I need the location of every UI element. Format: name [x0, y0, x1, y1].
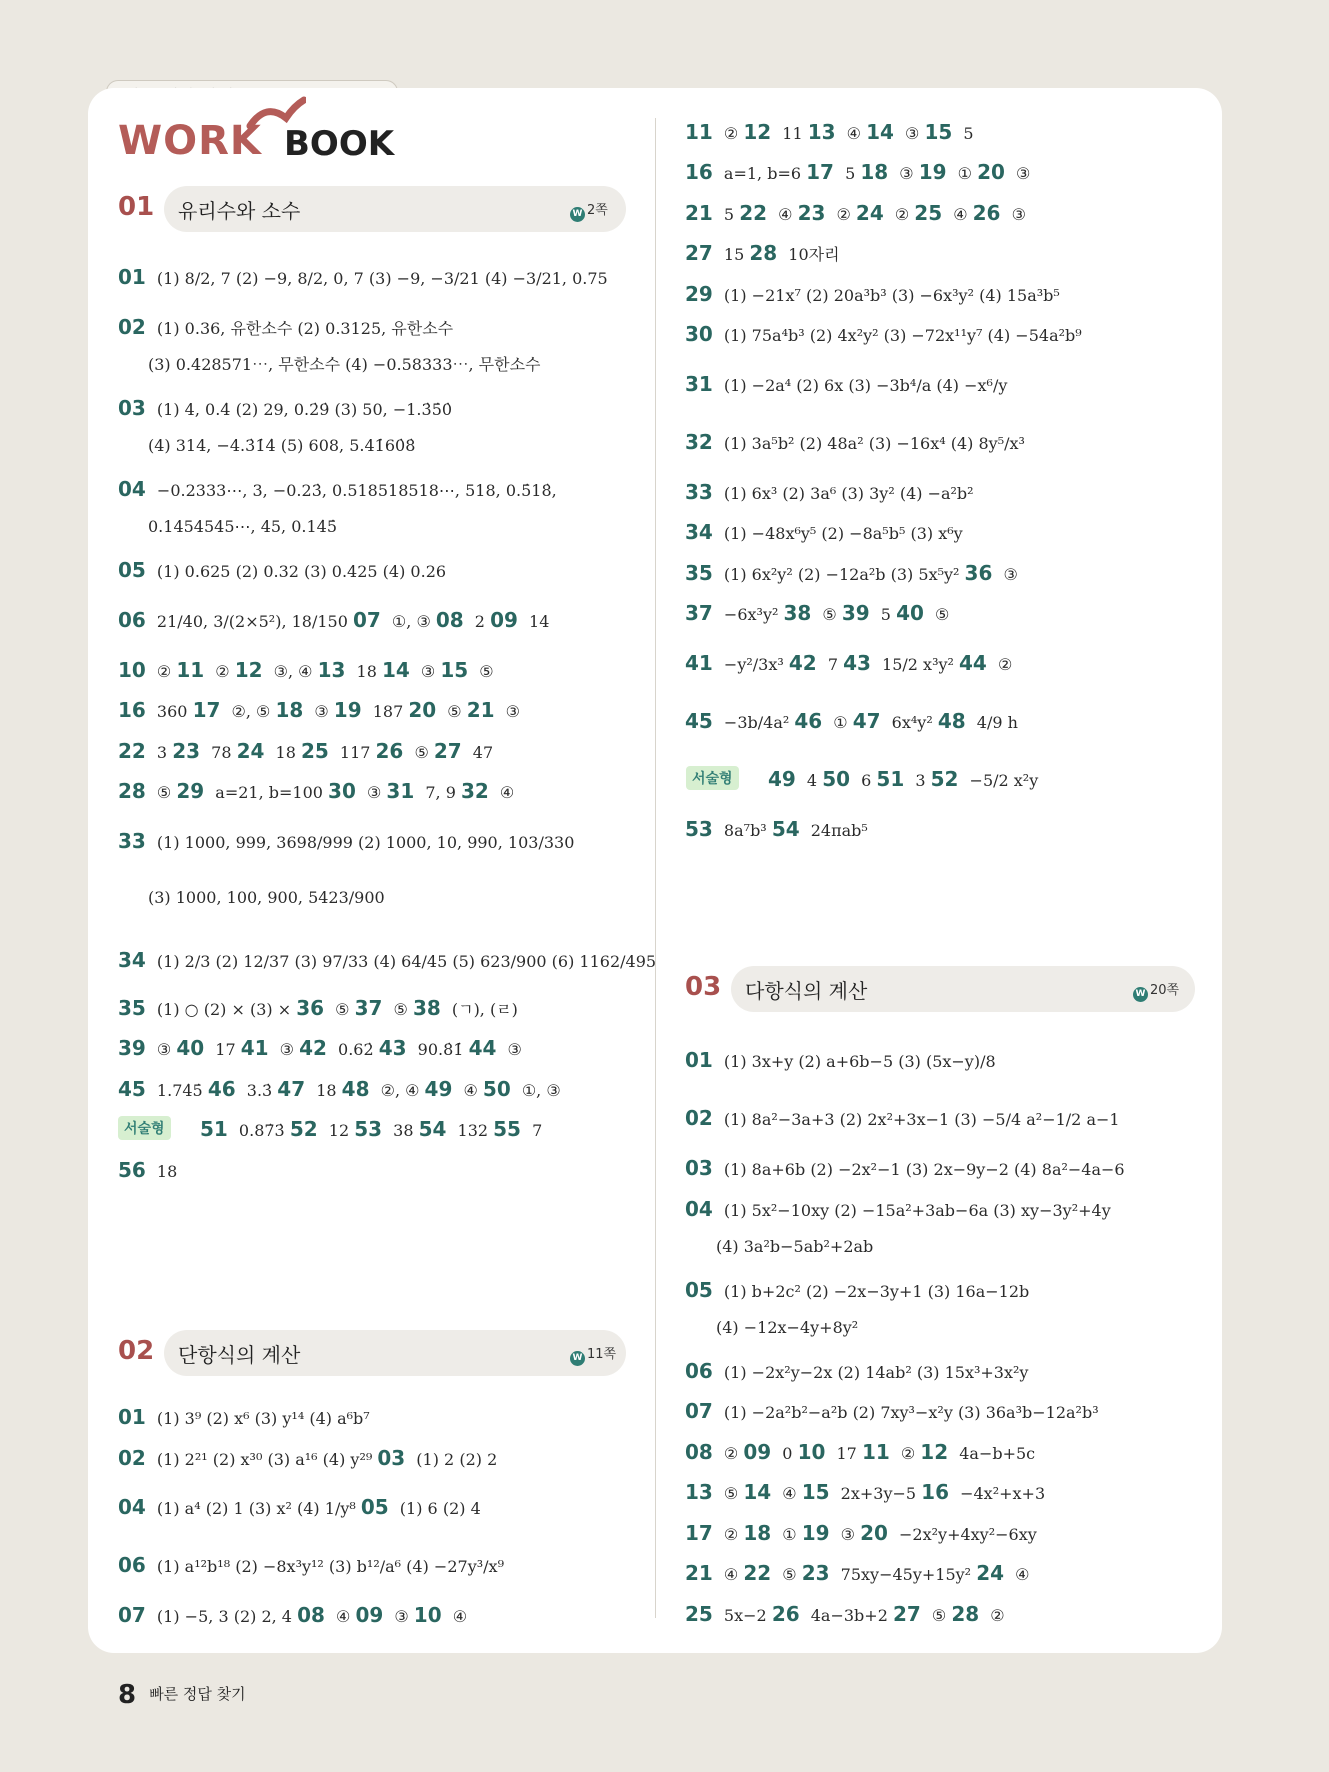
answer-line: 33 (1) 1000, 999, 3698/999 (2) 1000, 10, 990, 103/330: [118, 829, 575, 853]
answer-line: 03 (1) 4, 0.4̇ (2) 29, 0.2̇9̇ (3) 50, −1.3̇5̇0̇: [118, 396, 453, 420]
answer-line: 31 (1) −2a⁴ (2) 6x (3) −3b⁴/a (4) −x⁶/y: [685, 372, 1008, 396]
workbook-w-icon: W: [570, 207, 585, 222]
answer-line: 06 21/40, 3/(2×5²), 18/150 07 ①, ③ 08 2 09 14: [118, 608, 550, 632]
section-page-ref: W 11쪽: [570, 1343, 616, 1366]
answer-line: 05 (1) 0.625 (2) 0.32 (3) 0.425 (4) 0.26: [118, 558, 447, 582]
answer-line: 06 (1) a¹²b¹⁸ (2) −8x³y¹² (3) b¹²/a⁶ (4) −27y³/x⁹: [118, 1553, 504, 1577]
answer-line: 30 (1) 75a⁴b³ (2) 4x²y² (3) −72x¹¹y⁷ (4) −54a²b⁹: [685, 322, 1082, 346]
section-number: 01: [118, 192, 155, 222]
answer-line: 16 a=1, b=6 17 5 18 ③ 19 ① 20 ③: [685, 160, 1031, 184]
answer-line: 08 ② 09 0 10 17 11 ② 12 4a−b+5c: [685, 1440, 1036, 1464]
essay-type-badge: 서술형: [118, 1116, 171, 1140]
page-footer: [118, 1680, 246, 1710]
logo-book: BOOK: [284, 124, 395, 164]
answer-line: 35 (1) ○ (2) × (3) × 36 ⑤ 37 ⑤ 38 (ㄱ), (ㄹ): [118, 996, 518, 1020]
answer-line: 07 (1) −2a²b²−a²b (2) 7xy³−x²y (3) 36a³b−12a²b³: [685, 1399, 1099, 1423]
section-title: 단항식의 계산: [178, 1343, 301, 1367]
answer-line: 53 8a⁷b³ 54 24πab⁵: [685, 817, 868, 841]
workbook-w-icon: W: [1133, 987, 1148, 1002]
answer-line: 03 (1) 8a+6b (2) −2x²−1 (3) 2x−9y−2 (4) 8a²−4a−6: [685, 1156, 1125, 1180]
section-title: 다항식의 계산: [745, 979, 868, 1003]
section-title: 유리수와 소수: [178, 199, 301, 223]
section-01-header: [118, 186, 626, 232]
answer-line: 10 ② 11 ② 12 ③, ④ 13 18 14 ③ 15 ⑤: [118, 658, 494, 682]
answer-line: 32 (1) 3a⁵b² (2) 48a² (3) −16x⁴ (4) 8y⁵/x³: [685, 430, 1025, 454]
answer-line: 37 −6x³y² 38 ⑤ 39 5 40 ⑤: [685, 601, 950, 625]
answer-line: 06 (1) −2x²y−2x (2) 14ab² (3) 15x³+3x²y: [685, 1359, 1029, 1383]
answer-line: 49 4 50 6 51 3 52 −5/2 x²y: [768, 767, 1039, 791]
answer-line: 39 ③ 40 17 41 ③ 42 0.62̇ 43 90.8̇1̇ 44 ③: [118, 1036, 522, 1060]
answer-line: 17 ② 18 ① 19 ③ 20 −2x²y+4xy²−6xy: [685, 1521, 1037, 1545]
answer-line: 35 (1) 6x²y² (2) −12a²b (3) 5x⁵y² 36 ③: [685, 561, 1018, 585]
answer-line: (4) −12x−4y+8y²: [716, 1318, 859, 1337]
workbook-logo: [118, 118, 398, 168]
workbook-w-icon: W: [570, 1351, 585, 1366]
answer-line: 33 (1) 6x³ (2) 3a⁶ (3) 3y² (4) −a²b²: [685, 480, 974, 504]
section-page-ref: W 20쪽: [1133, 979, 1179, 1002]
answer-line: 34 (1) −48x⁶y⁵ (2) −8a⁵b⁵ (3) x⁶y: [685, 520, 963, 544]
answer-line: 02 (1) 2²¹ (2) x³⁰ (3) a¹⁶ (4) y²⁹ 03 (1) 2 (2) 2: [118, 1446, 498, 1470]
answer-line: 51 0.87̇3̇ 52 12 53 38 54 132 55 7: [200, 1117, 543, 1141]
answer-line: 04 −0.2333⋯, 3, −0.23̇, 0.518518518⋯, 518, 0.5̇18̇,: [118, 477, 557, 501]
answer-line: 05 (1) b+2c² (2) −2x−3y+1 (3) 16a−12b: [685, 1278, 1030, 1302]
answer-line: 45 −3b/4a² 46 ① 47 6x⁴y² 48 4/9 h: [685, 709, 1018, 733]
answer-line: 16 360 17 ②, ⑤ 18 ③ 19 187 20 ⑤ 21 ③: [118, 698, 520, 722]
column-divider: [655, 118, 656, 1618]
answer-line: 21 ④ 22 ⑤ 23 75xy−45y+15y² 24 ④: [685, 1561, 1030, 1585]
answer-line: 01 (1) 3⁹ (2) x⁶ (3) y¹⁴ (4) a⁶b⁷: [118, 1405, 370, 1429]
section-number: 03: [685, 972, 722, 1002]
answer-line: 22 3 23 78 24 18 25 117 26 ⑤ 27 47: [118, 739, 494, 763]
logo-work: WORK: [118, 118, 262, 164]
answer-line: 0.1454545⋯, 45, 0.14̇5̇: [148, 517, 338, 536]
answer-line: (3) 1000, 100, 900, 5423/900: [148, 888, 385, 907]
answer-line: 11 ② 12 11 13 ④ 14 ③ 15 5: [685, 120, 974, 144]
section-02-header: [118, 1330, 626, 1376]
essay-type-badge: 서술형: [686, 766, 739, 790]
answer-line: 45 1.74̇5̇ 46 3.3̇ 47 18 48 ②, ④ 49 ④ 50 ①, ③: [118, 1077, 561, 1101]
answer-line: 01 (1) 8/2, 7 (2) −9, 8/2, 0, 7 (3) −9, −3/21 (4) −3/21, 0.75: [118, 265, 608, 289]
answer-line: 01 (1) 3x+y (2) a+6b−5 (3) (5x−y)/8: [685, 1048, 996, 1072]
answer-line: (3) 0.428571⋯, 무한소수 (4) −0.58333⋯, 무한소수: [148, 355, 541, 374]
answer-line: 41 −y²/3x³ 42 7 43 15/2 x³y² 44 ②: [685, 651, 1013, 675]
answer-line: 04 (1) a⁴ (2) 1 (3) x² (4) 1/y⁸ 05 (1) 6 (2) 4: [118, 1495, 481, 1519]
section-number: 02: [118, 1336, 155, 1366]
answer-line: 56 18: [118, 1158, 178, 1182]
answer-line: 04 (1) 5x²−10xy (2) −15a²+3ab−6a (3) xy−3y²+4y: [685, 1197, 1111, 1221]
answer-line: (4) 3a²b−5ab²+2ab: [716, 1237, 874, 1256]
answer-line: 27 15 28 10자리: [685, 241, 840, 265]
answer-line: (4) 314, −4.3̇1̇4̇ (5) 608, 5.41̇60̇8̇: [148, 436, 416, 455]
answer-line: 34 (1) 2/3 (2) 12/37 (3) 97/33 (4) 64/45 (5) 623/900 (6) 1162/495: [118, 948, 657, 972]
section-03-header: [685, 966, 1195, 1012]
answer-line: 25 5x−2 26 4a−3b+2 27 ⑤ 28 ②: [685, 1602, 1005, 1626]
answer-line: 02 (1) 0.36, 유한소수 (2) 0.3125, 유한소수: [118, 315, 454, 339]
answer-line: 02 (1) 8a²−3a+3 (2) 2x²+3x−1 (3) −5/4 a²−1/2 a−1: [685, 1106, 1120, 1130]
answer-line: 07 (1) −5, 3 (2) 2, 4 08 ④ 09 ③ 10 ④: [118, 1603, 468, 1627]
page-number: 8: [118, 1680, 137, 1710]
answer-line: 13 ⑤ 14 ④ 15 2x+3y−5 16 −4x²+x+3: [685, 1480, 1046, 1504]
answer-line: 21 5 22 ④ 23 ② 24 ② 25 ④ 26 ③: [685, 201, 1026, 225]
answer-line: 28 ⑤ 29 a=21, b=100 30 ③ 31 7, 9 32 ④: [118, 779, 515, 803]
answer-line: 29 (1) −21x⁷ (2) 20a³b³ (3) −6x³y² (4) 15a³b⁵: [685, 282, 1060, 306]
page-footer-title: 빠른 정답 찾기: [149, 1685, 246, 1703]
section-page-ref: W 2쪽: [570, 199, 608, 222]
